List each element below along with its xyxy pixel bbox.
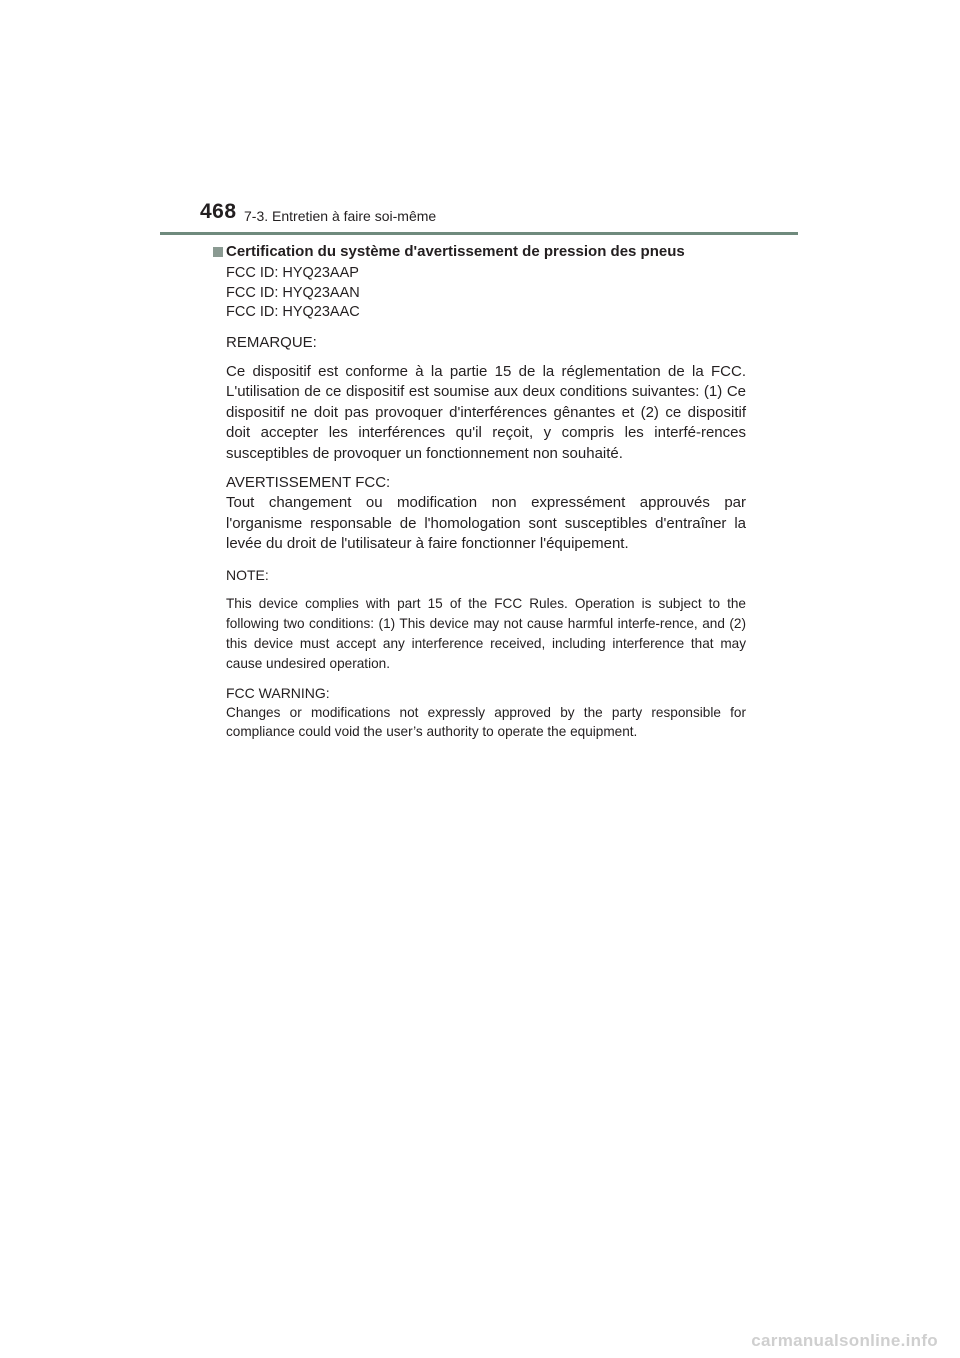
section-heading-text: Certification du système d'avertissement de pression des pneus <box>226 243 685 260</box>
remarque-label: REMARQUE: <box>226 333 317 351</box>
square-icon <box>213 247 223 257</box>
site-watermark: carmanualsonline.info <box>751 1331 938 1350</box>
fcc-warning-paragraph: Changes or modifications not expressly approved by the party responsible for compliance could void the user’s authority to operate the equipment. <box>226 705 746 740</box>
main-content <box>213 242 746 741</box>
avertissement-label: AVERTISSEMENT FCC: <box>226 474 391 491</box>
header-divider <box>160 232 798 235</box>
fcc-id-2: FCC ID: HYQ23AAN <box>226 284 360 301</box>
page-number: 468 <box>200 200 237 223</box>
remarque-paragraph: Ce dispositif est conforme à la partie 15 de la réglementation de la FCC. L'utilisation de ce dispositif est soumise aux deux conditions suivantes: (1) Ce dispositif ne doit pas provoquer d'interférences gênantes et (2) ce dispositif doit accepter les interférences qu'il reçoit, y compris les interfé-rences susceptibles de provoquer un fonctionnement non souhaité. <box>226 362 746 462</box>
note-label: NOTE: <box>226 566 269 583</box>
section-body <box>226 264 746 741</box>
fcc-id-1: FCC ID: HYQ23AAP <box>226 265 359 281</box>
fcc-id-3: FCC ID: HYQ23AAC <box>226 304 360 320</box>
note-paragraph: This device complies with part 15 of the FCC Rules. Operation is subject to the following two conditions: (1) This device may not cause harmful interfe-rence, and (2) this device must accept any interference received, including interference that may cause undesired operation. <box>226 595 746 672</box>
section-heading <box>213 242 746 262</box>
section-title: 7-3. Entretien à faire soi-même <box>244 208 437 224</box>
avertissement-paragraph: Tout changement ou modification non expressément approuvés par l'organisme responsable de l'homologation sont susceptibles d'entraîner la levée du droit de l'utilisateur à faire fonctionner l'équipement. <box>226 494 746 552</box>
fcc-warning-label: FCC WARNING: <box>226 685 330 702</box>
